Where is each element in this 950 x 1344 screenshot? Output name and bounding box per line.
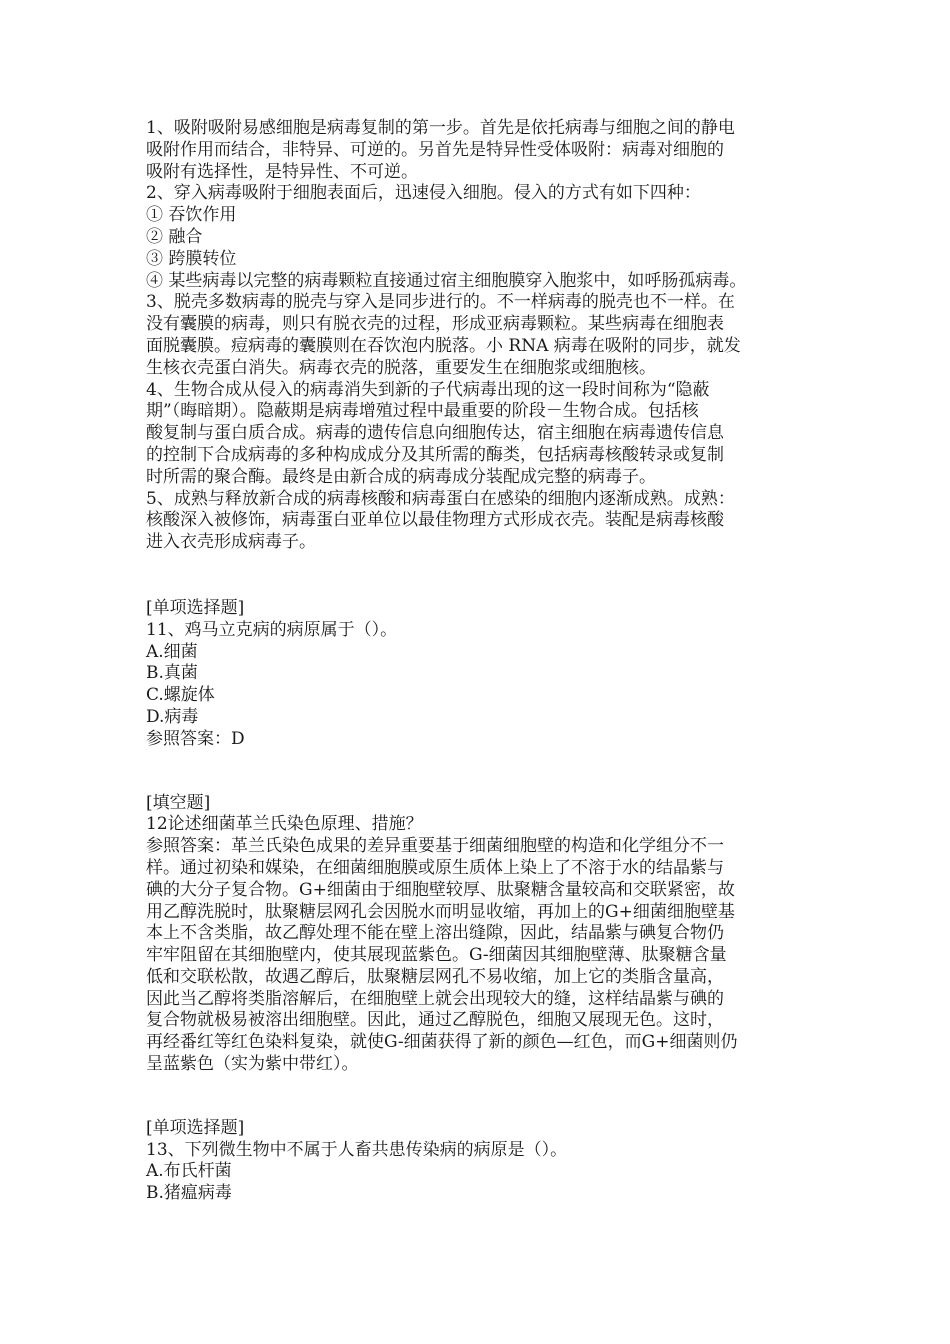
option-b: B.猪瘟病毒 — [146, 1183, 232, 1204]
answer-line: 碘的大分子复合物。G+细菌由于细胞壁较厚、肽聚糖含量较高和交联紧密，故 — [146, 879, 735, 900]
option-c: C.螺旋体 — [146, 685, 215, 706]
option-a: A.细菌 — [146, 641, 198, 662]
intro-line: ④ 某些病毒以完整的病毒颗粒直接通过宿主细胞膜穿入胞浆中，如呼肠孤病毒。 — [146, 270, 747, 291]
answer-line: 参照答案：革兰氏染色成果的差异重要基于细菌细胞壁的构造和化学组分不一 — [146, 836, 724, 857]
document-page — [146, 118, 816, 1205]
intro-line: 酸复制与蛋白质合成。病毒的遗传信息向细胞传达，宿主细胞在病毒遗传信息 — [146, 423, 724, 444]
section-gap — [146, 1076, 816, 1118]
answer-line: 再经番红等红色染料复染，就使G-细菌获得了新的颜色—红色，而G+细菌则仍 — [146, 1032, 738, 1053]
question-text: 13、下列微生物中不属于人畜共患传染病的病原是（）。 — [146, 1139, 568, 1160]
answer-line: 低和交联松散，故遇乙醇后，肽聚糖层网孔不易收缩，加上它的类脂含量高， — [146, 966, 724, 987]
section-gap — [146, 554, 816, 598]
intro-section — [146, 118, 816, 554]
answer-line: 呈蓝紫色（实为紫中带红）。 — [146, 1054, 359, 1075]
question-11 — [146, 598, 816, 751]
intro-line: 期”（晦暗期）。隐蔽期是病毒增殖过程中最重要的阶段－生物合成。包括核 — [146, 401, 699, 422]
intro-line: 1、吸附吸附易感细胞是病毒复制的第一步。首先是依托病毒与细胞之间的静电 — [146, 118, 735, 138]
intro-line: 3、脱壳多数病毒的脱壳与穿入是同步进行的。不一样病毒的脱壳也不一样。在 — [146, 292, 735, 313]
question-type-label: [单项选择题] — [146, 1117, 245, 1138]
answer-line: 复合物就极易被溶出细胞壁。因此，通过乙醇脱色，细胞又展现无色。这时， — [146, 1010, 724, 1031]
intro-line: 5、成熟与释放新合成的病毒核酸和病毒蛋白在感染的细胞内逐渐成熟。成熟： — [146, 488, 735, 509]
intro-line: ① 吞饮作用 — [146, 205, 237, 226]
intro-line: 吸附有选择性，是特异性、不可逆。 — [146, 161, 418, 182]
question-text: 11、鸡马立克病的病原属于（）。 — [146, 619, 398, 640]
question-12 — [146, 793, 816, 1076]
intro-line: 4、生物合成从侵入的病毒消失到新的子代病毒出现的这一段时间称为“隐蔽 — [146, 379, 710, 400]
intro-line: ② 融合 — [146, 226, 203, 247]
reference-answer: 参照答案：D — [146, 728, 245, 749]
intro-line: 生核衣壳蛋白消失。病毒衣壳的脱落，重要发生在细胞浆或细胞核。 — [146, 357, 656, 378]
question-13 — [146, 1118, 816, 1205]
answer-line: 牢牢阻留在其细胞壁内，使其展现蓝紫色。G-细菌因其细胞壁薄、肽聚糖含量 — [146, 945, 727, 966]
option-d: D.病毒 — [146, 706, 199, 727]
intro-line: 核酸深入被修饰，病毒蛋白亚单位以最佳物理方式形成衣壳。装配是病毒核酸 — [146, 510, 724, 531]
question-text: 12论述细菌革兰氏染色原理、措施？ — [146, 814, 423, 835]
intro-line: 进入衣壳形成病毒子。 — [146, 532, 316, 553]
intro-line: 2、穿入病毒吸附于细胞表面后，迅速侵入细胞。侵入的方式有如下四种： — [146, 183, 701, 204]
question-type-label: [填空题] — [146, 792, 211, 813]
answer-line: 样。通过初染和媒染，在细菌细胞膜或原生质体上染上了不溶于水的结晶紫与 — [146, 857, 724, 878]
option-b: B.真菌 — [146, 663, 198, 684]
intro-line: 面脱囊膜。痘病毒的囊膜则在吞饮泡内脱落。小 RNA 病毒在吸附的同步，就发 — [146, 335, 741, 356]
answer-line: 本上不含类脂，故乙醇处理不能在壁上溶出缝隙，因此，结晶紫与碘复合物仍 — [146, 923, 724, 944]
option-a: A.布氏杆菌 — [146, 1161, 232, 1182]
section-gap — [146, 751, 816, 793]
question-type-label: [单项选择题] — [146, 597, 245, 618]
intro-line: 吸附作用而结合，非特异、可逆的。另首先是特异性受体吸附：病毒对细胞的 — [146, 139, 724, 160]
intro-line: 没有囊膜的病毒，则只有脱衣壳的过程，形成亚病毒颗粒。某些病毒在细胞表 — [146, 314, 724, 335]
answer-line: 因此当乙醇将类脂溶解后，在细胞壁上就会出现较大的缝，这样结晶紫与碘的 — [146, 988, 724, 1009]
answer-line: 用乙醇洗脱时，肽聚糖层网孔会因脱水而明显收缩，再加上的G+细菌细胞壁基 — [146, 901, 735, 922]
intro-line: 时所需的聚合酶。最终是由新合成的病毒成分装配成完整的病毒子。 — [146, 466, 656, 487]
intro-line: ③ 跨膜转位 — [146, 248, 237, 269]
intro-line: 的控制下合成病毒的多种构成成分及其所需的酶类，包括病毒核酸转录或复制 — [146, 444, 724, 465]
